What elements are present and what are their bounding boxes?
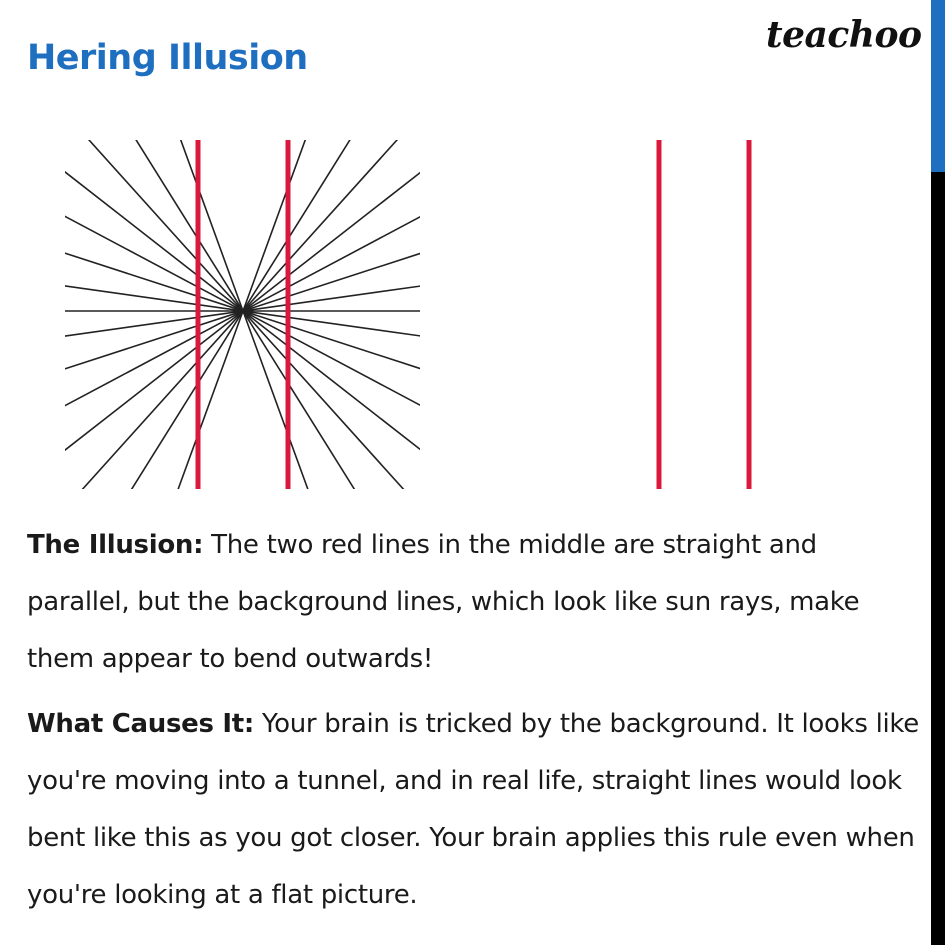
cause-text: Your brain is tricked by the background. It looks like you're moving into a tunnel, and in real life, straight lines would look bent like this as you got closer. Your brain applies this rule even when you're looking at a flat picture. bbox=[27, 709, 919, 910]
teachoo-logo: teachoo bbox=[766, 14, 922, 56]
cause-label: What Causes It: bbox=[27, 709, 254, 739]
illusion-paragraph bbox=[27, 517, 922, 688]
cause-paragraph bbox=[27, 696, 922, 924]
plain-red-lines bbox=[659, 140, 749, 489]
page-title: Hering Illusion bbox=[27, 38, 308, 78]
illusion-label: The Illusion: bbox=[27, 530, 204, 560]
illusion-text: The two red lines in the middle are straight and parallel, but the background lines, which look like sun rays, make them appear to bend outwards! bbox=[27, 530, 860, 674]
illusion-red-lines bbox=[198, 140, 288, 489]
